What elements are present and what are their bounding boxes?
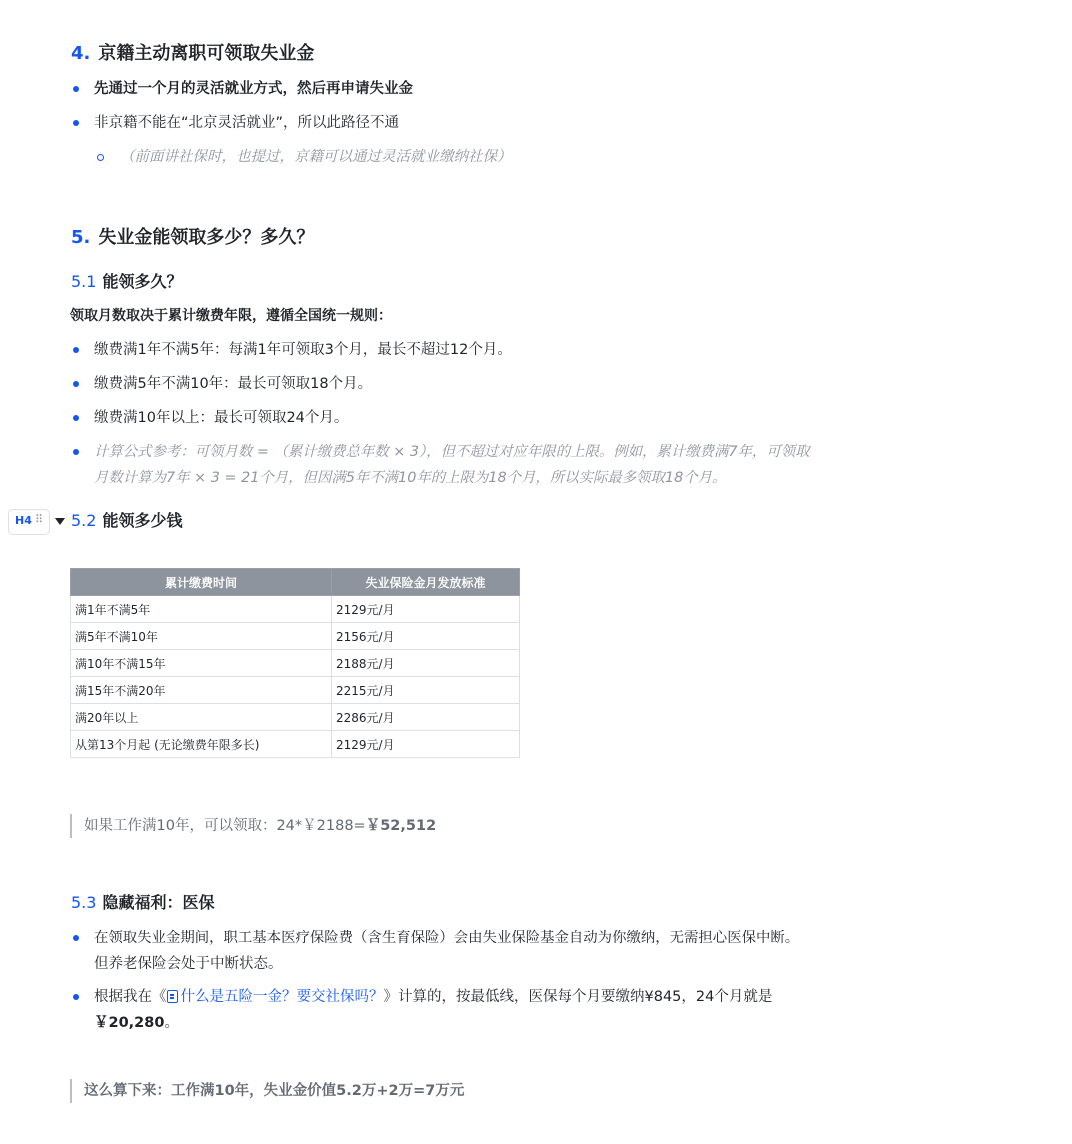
table-cell: 2188元/月 (332, 650, 520, 677)
doc-link[interactable] (167, 989, 384, 1005)
bullet-icon (73, 449, 79, 455)
section-number: 5. (71, 227, 91, 248)
section-4-heading (71, 42, 314, 66)
section-title: 能领多少钱 (102, 511, 183, 530)
bullet-icon (73, 935, 79, 941)
bullet-icon (73, 347, 79, 353)
section-number: 5.2 (71, 511, 97, 530)
text-suffix: 》计算的，按最低线，医保每个月要缴纳¥845，24个月就是 (383, 989, 773, 1005)
table-row (71, 596, 520, 623)
table-cell: 2129元/月 (332, 731, 520, 758)
section-title: 京籍主动离职可领取失业金 (98, 43, 315, 64)
list-item-note-line2: 月数计算为7年 × 3 = 21个月，但因满5年不满10年的上限为18个月，所以实际最多领取18个月。 (94, 470, 727, 486)
section-title: 能领多久？ (102, 272, 183, 291)
section-number: 4. (71, 43, 91, 64)
table-cell: 满1年不满5年 (71, 596, 332, 623)
list-item (94, 984, 772, 1010)
quote-bar (70, 1079, 72, 1103)
sub-list-item: （前面讲社保时，也提过，京籍可以通过灵活就业缴纳社保） (120, 149, 512, 165)
bullet-icon (73, 381, 79, 387)
table-row (71, 623, 520, 650)
heading-handle[interactable] (8, 509, 50, 535)
hollow-bullet-icon (97, 154, 104, 161)
quote-text: 这么算下来：工作满10年，失业金价值5.2万+2万=7万元 (84, 1083, 465, 1099)
h4-icon: H4 (15, 514, 32, 527)
section-5-3-heading (71, 892, 214, 914)
lead-text: 领取月数取决于累计缴费年限，遵循全国统一规则： (70, 308, 392, 324)
drag-handle-icon[interactable]: ⠿ (35, 513, 45, 526)
quote-result: ￥52,512 (365, 818, 437, 834)
table-header-cell: 失业保险金月发放标准 (332, 569, 520, 596)
list-item-note-line1: 计算公式参考：可领月数 = （累计缴费总年数 × 3），但不超过对应年限的上限。例如，累计缴费满7年，可领取 (94, 444, 810, 460)
collapse-toggle-icon[interactable] (55, 518, 65, 525)
table-row (71, 704, 520, 731)
bullet-icon (73, 994, 79, 1000)
list-item-line2 (94, 1010, 179, 1036)
list-item: 先通过一个月的灵活就业方式，然后再申请失业金 (94, 81, 413, 97)
section-5-heading (71, 226, 314, 250)
list-item: 缴费满5年不满10年：最长可领取18个月。 (94, 376, 373, 392)
table-cell: 满10年不满15年 (71, 650, 332, 677)
table-row (71, 677, 520, 704)
list-item: 缴费满10年以上：最长可领取24个月。 (94, 410, 349, 426)
text-prefix: 根据我在《 (94, 989, 167, 1005)
table-header-cell: 累计缴费时间 (71, 569, 332, 596)
table-cell: 2129元/月 (332, 596, 520, 623)
table-cell: 满20年以上 (71, 704, 332, 731)
section-number: 5.3 (71, 893, 97, 912)
quote-prefix: 如果工作满10年，可以领取：24*￥2188= (84, 818, 366, 834)
list-item-line1: 在领取失业金期间，职工基本医疗保险费（含生育保险）会由失业保险基金自动为你缴纳，无需担心医保中断。 (94, 930, 800, 946)
text-end: 。 (164, 1015, 179, 1031)
benefit-table (70, 568, 520, 758)
table-cell: 从第13个月起 (无论缴费年限多长) (71, 731, 332, 758)
bullet-icon (73, 120, 79, 126)
section-number: 5.1 (71, 272, 97, 291)
list-item-line2: 但养老保险会处于中断状态。 (94, 956, 283, 972)
bullet-icon (73, 415, 79, 421)
section-5-1-heading (71, 271, 182, 293)
table-cell: 2215元/月 (332, 677, 520, 704)
table-cell: 满5年不满10年 (71, 623, 332, 650)
table-row (71, 650, 520, 677)
bullet-icon (73, 86, 79, 92)
section-title: 失业金能领取多少？多久？ (98, 227, 315, 248)
doc-link-label[interactable]: 什么是五险一金？要交社保吗？ (180, 989, 384, 1005)
quote-bar (70, 814, 72, 838)
quote-text (84, 815, 436, 837)
document-icon (167, 990, 178, 1003)
table-row (71, 731, 520, 758)
list-item: 非京籍不能在“北京灵活就业”，所以此路径不通 (94, 115, 400, 131)
table-cell: 满15年不满20年 (71, 677, 332, 704)
section-title: 隐藏福利：医保 (102, 893, 215, 912)
list-item: 缴费满1年不满5年：每满1年可领取3个月，最长不超过12个月。 (94, 342, 512, 358)
table-cell: 2286元/月 (332, 704, 520, 731)
section-5-2-heading (71, 510, 182, 532)
table-cell: 2156元/月 (332, 623, 520, 650)
amount: ￥20,280 (94, 1015, 165, 1031)
table-header-row (71, 569, 520, 596)
